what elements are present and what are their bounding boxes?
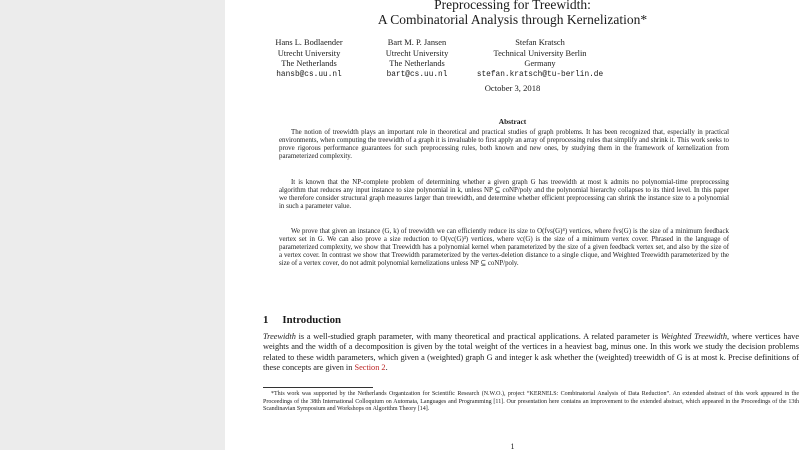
- section-2-link[interactable]: Section 2: [354, 362, 386, 372]
- author-email[interactable]: stefan.kratsch@tu-berlin.de: [476, 70, 604, 79]
- author-name: Stefan Kratsch: [515, 38, 565, 47]
- author-name: Hans L. Bodlaender: [275, 38, 343, 47]
- title-line-1: Preprocessing for Treewidth:: [434, 0, 591, 12]
- footnote: *This work was supported by the Netherlands Organization for Scientific Research (N.W.O.), project “KERNELS: Combinatorial Analysis of Data Reduction”. An extended abstract of this work appeared in the Proceedings of the 38th International Colloquium on Automata, Languages and Programming [11]. Our presentation here contains an improvement to the extended abstract, which appeared in the Proceedings of the 13th Scandinavian Symposium and Workshops on Algorithm Theory [14].: [263, 391, 799, 412]
- author-email[interactable]: bart@cs.uu.nl: [386, 70, 448, 79]
- author-block: [430, 38, 650, 80]
- paper-page: [225, 0, 800, 450]
- abstract-paragraph: We prove that given an instance (G, k) of treewidth we can efficiently reduce its size to O(fvs(G)⁴) vertices, where fvs(G) is the size of a minimum feedback vertex set in G. We can also prove a size reduction to O(vc(G)³) vertices, where vc(G) is the size of a minimum vertex cover. Phrased in the language of parameterized complexity, we show that Treewidth has a polynomial kernel when parameterized by the size of a given feedback vertex set, and also by the size of a vertex cover. In contrast we show that Treewidth parameterized by the vertex-deletion distance to a single clique, and Weighted Treewidth parameterized by the size of a vertex cover, do not admit polynomial kernelizations unless NP ⊆ coNP/poly.: [279, 228, 729, 268]
- author-name: Bart M. P. Jansen: [387, 38, 447, 47]
- introduction-paragraph: Treewidth is a well-studied graph parameter, with many theoretical and practical applications. A related parameter is Weighted Treewidth, where vertices have weights and the width of a decomposition is given by the total weight of the vertices in a heaviest bag, minus one. In this work we study the decision problems related to these width parameters, which given a (weighted) graph G and integer k ask whether the (weighted) treewidth of G is at most k. Precise definitions of these concepts are given in Section 2.: [263, 332, 800, 372]
- author-affiliation: Utrecht University: [277, 48, 341, 58]
- section-number: 1: [263, 314, 269, 326]
- title-line-2: A Combinatorial Analysis through Kernelization*: [377, 12, 648, 27]
- page-content: [225, 0, 800, 450]
- author-affiliation: Technical University Berlin: [493, 48, 587, 58]
- footnote-rule: [263, 387, 373, 388]
- left-margin: [0, 0, 225, 450]
- author-affiliation: Utrecht University: [385, 48, 449, 58]
- author-country: The Netherlands: [281, 59, 337, 68]
- abstract-paragraph: The notion of treewidth plays an important role in theoretical and practical studies of graph problems. It has been recognized that, especially in practical environments, when computing the treewidth of a graph it is invaluable to first apply an array of preprocessing rules that simplify and shrink it. This work seeks to prove rigorous performance guarantees for such preprocessing rules, both known and new ones, by studying them in the framework of kernelization from parameterized complexity.: [279, 129, 729, 161]
- section-title: Introduction: [282, 314, 342, 326]
- abstract-heading: Abstract: [498, 117, 527, 126]
- author-country: The Netherlands: [389, 59, 445, 68]
- author-email[interactable]: hansb@cs.uu.nl: [276, 70, 342, 79]
- author-block: [265, 38, 353, 80]
- author-country: Germany: [524, 59, 556, 68]
- page-number: 1: [510, 442, 515, 450]
- date: October 3, 2018: [484, 83, 541, 93]
- abstract-paragraph: It is known that the NP-complete problem of determining whether a given graph G has treewidth at most k admits no polynomial-time preprocessing algorithm that reduces any input instance to size polynomial in k, unless NP ⊆ coNP/poly and the polynomial hierarchy collapses to its third level. In this paper we therefore consider structural graph measures larger than treewidth, and determine whether efficient preprocessing can shrink the instance size to a polynomial in such a parameter value.: [279, 179, 729, 211]
- section-heading: [263, 314, 341, 326]
